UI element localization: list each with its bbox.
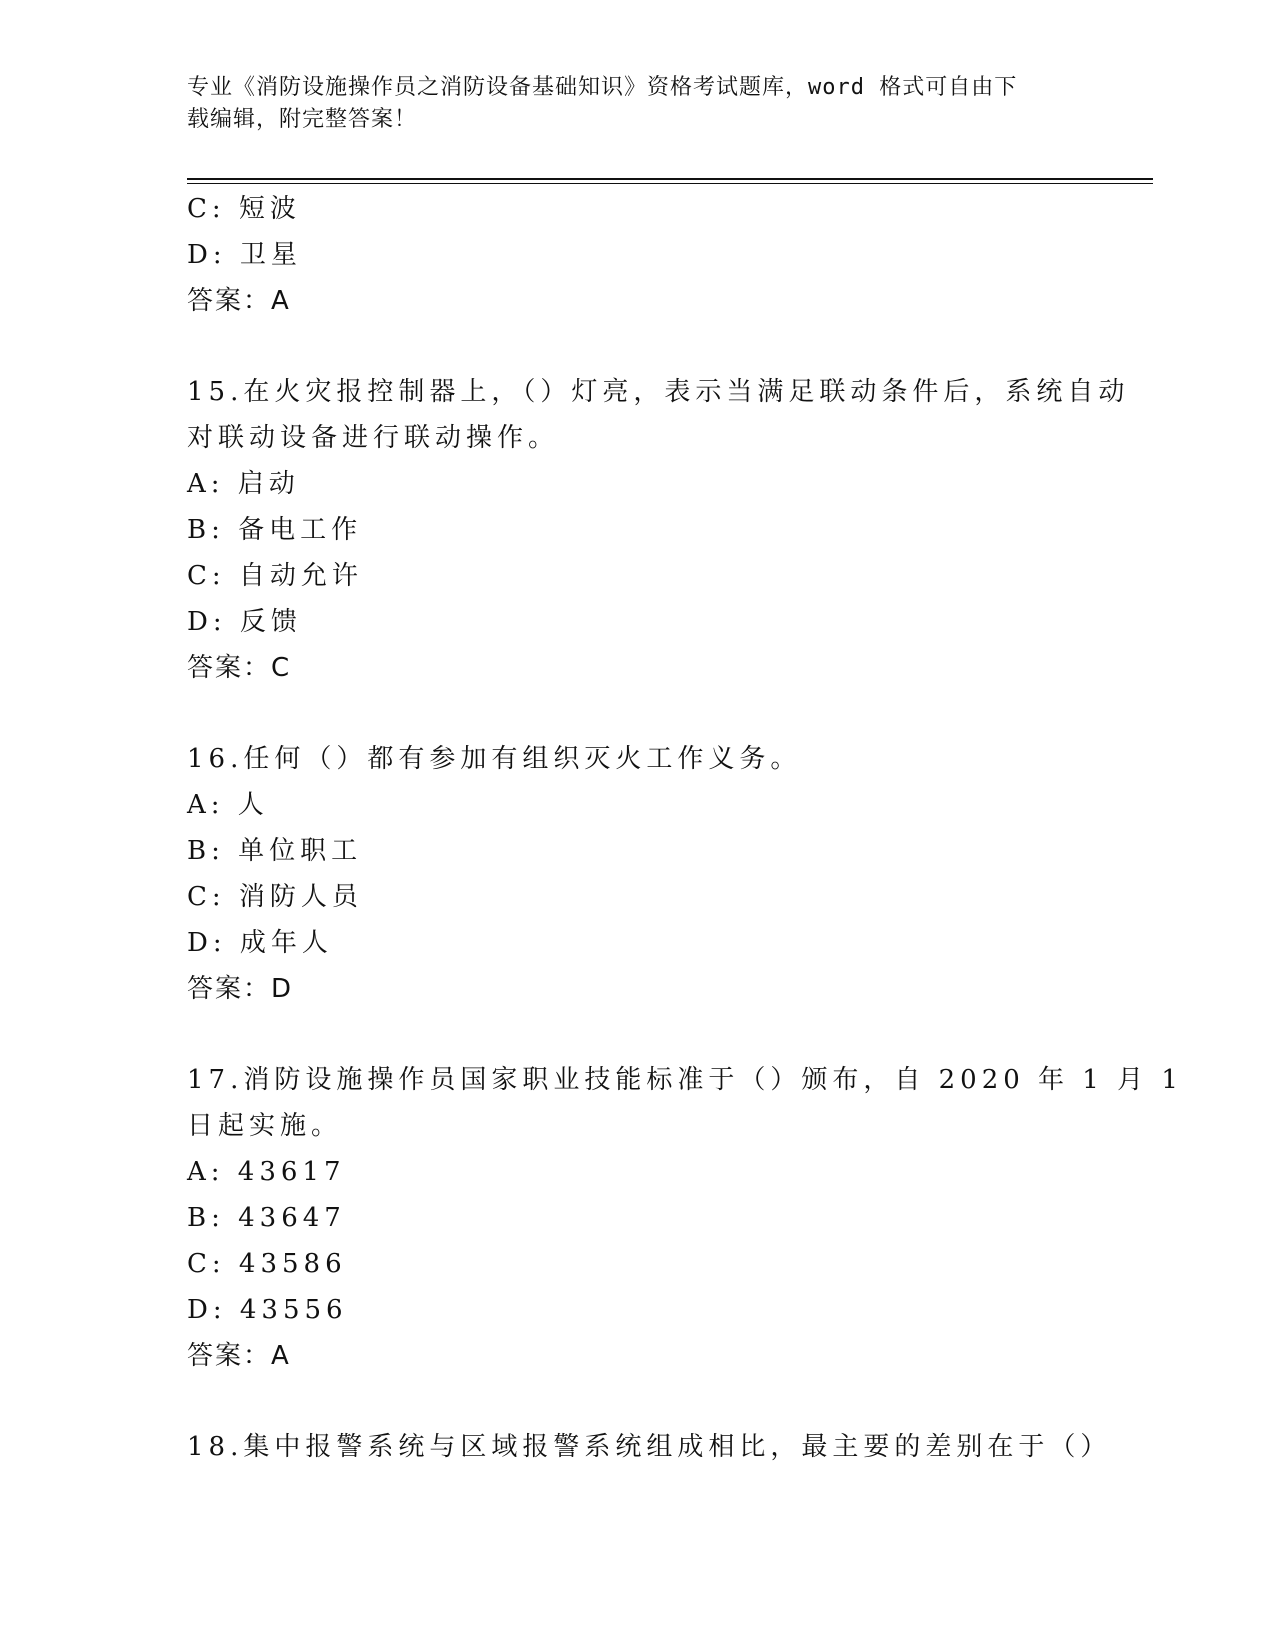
option-b: B: 43647 [187,1203,346,1233]
option-c: C: 自动允许 [187,561,363,591]
question-text: 对联动设备进行联动操作。 [187,423,560,453]
question-text: 16.任何（）都有参加有组织灭火工作义务。 [187,744,802,774]
question-list [187,186,1183,1470]
option-d: D: 43556 [187,1295,348,1325]
option-d: D: 卫星 [187,240,302,270]
option-c: C: 43586 [187,1249,347,1279]
option-c: C: 短波 [187,194,301,224]
option-b: B: 备电工作 [187,515,363,545]
header-line-2: 载编辑，附完整答案！ [187,107,418,132]
option-b: B: 单位职工 [187,836,363,866]
header-rule-thin [187,183,1153,184]
answer: 答案：D [187,974,294,1004]
option-d: D: 成年人 [187,928,333,958]
spacer [187,1012,1087,1057]
answer: 答案：A [187,286,291,316]
question-text: 日起实施。 [187,1111,343,1141]
question-16 [187,736,1087,1012]
option-c: C: 消防人员 [187,882,363,912]
spacer [187,691,1087,736]
spacer [187,324,1087,369]
question-17 [187,1057,1183,1379]
option-a: A: 人 [187,790,269,820]
option-a: A: 43617 [187,1157,346,1187]
question-15 [187,369,1130,691]
header-line-1: 专业《消防设施操作员之消防设备基础知识》资格考试题库，word 格式可自由下 [187,75,1018,100]
question-text: 18.集中报警系统与区域报警系统组成相比，最主要的差别在于（） [187,1432,1112,1462]
answer: 答案：A [187,1341,291,1371]
answer: 答案：C [187,653,292,683]
option-d: D: 反馈 [187,607,302,637]
question-text: 15.在火灾报控制器上，（）灯亮，表示当满足联动条件后，系统自动 [187,377,1130,407]
page-header [187,72,1067,136]
option-a: A: 启动 [187,469,300,499]
header-rule-thick [187,178,1153,180]
question-text: 17.消防设施操作员国家职业技能标准于（）颁布，自 2020 年 1 月 1 [187,1065,1183,1095]
question-18 [187,1424,1112,1470]
spacer [187,1379,1087,1424]
question-fragment [187,186,1087,324]
